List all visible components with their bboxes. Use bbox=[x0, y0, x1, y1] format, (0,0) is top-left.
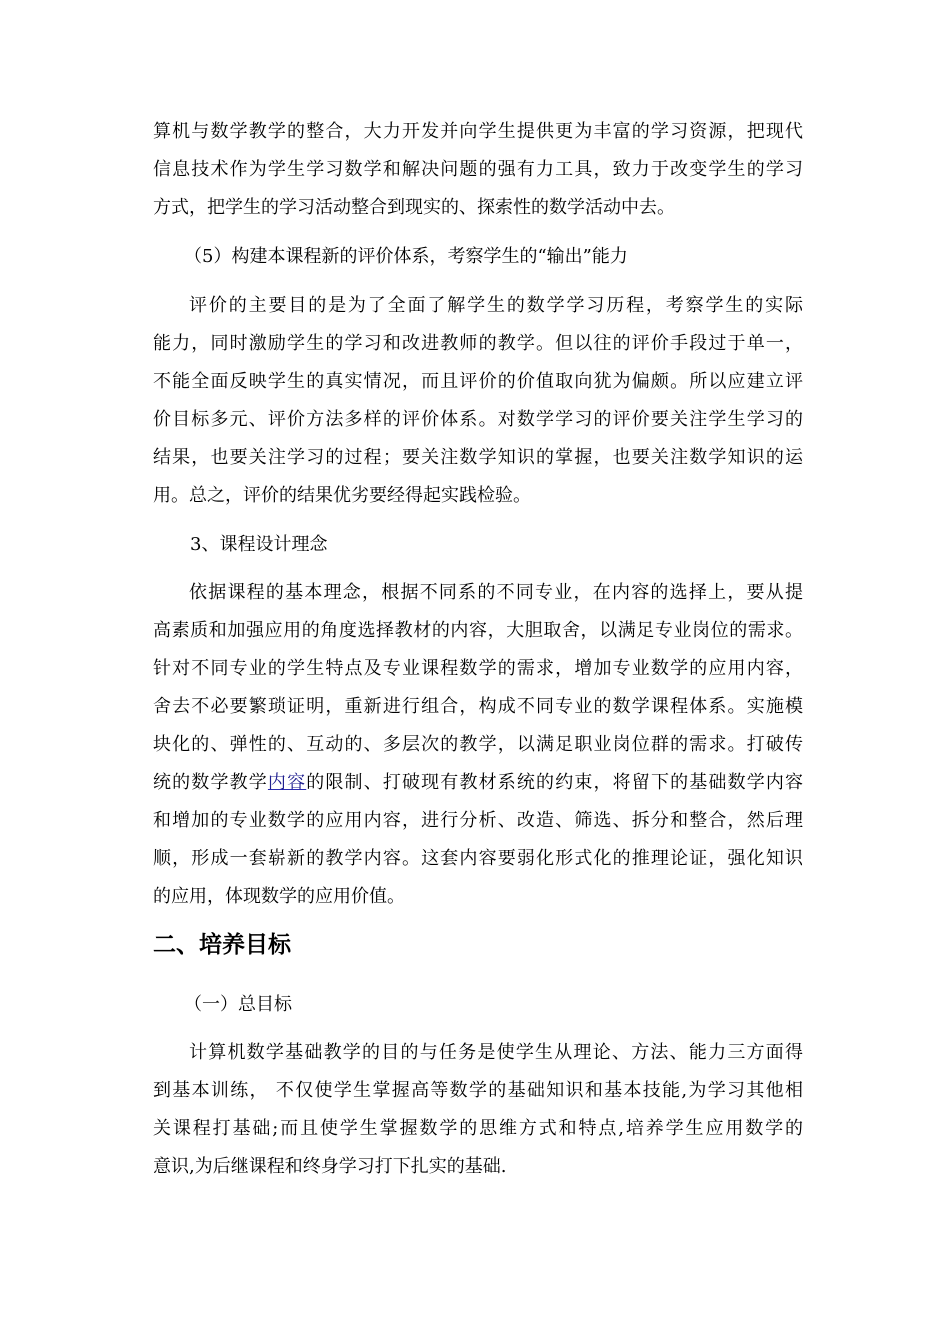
text-line: 顺，形成一套崭新的教学内容。这套内容要弱化形式化的推理论证，强化知识 bbox=[153, 848, 803, 869]
paragraph-course-design bbox=[153, 574, 803, 916]
subheading-evaluation-system: （5）构建本课程新的评价体系，考察学生的“输出”能力 bbox=[184, 246, 628, 267]
text-line: 依据课程的基本理念，根据不同系的不同专业，在内容的选择上，要从提 bbox=[189, 582, 803, 603]
text-line: 能力，同时激励学生的学习和改进教师的教学。但以往的评价手段过于单一， bbox=[153, 333, 803, 354]
text-line: 到基本训练， 不仅使学生掌握高等数学的基础知识和基本技能,为学习其他相 bbox=[153, 1080, 803, 1101]
paragraph-evaluation bbox=[153, 287, 803, 515]
text-line: 价目标多元、评价方法多样的评价体系。对数学学习的评价要关注学生学习的 bbox=[153, 409, 803, 430]
text-segment: 统的数学教学 bbox=[153, 772, 268, 793]
section-heading-training-goals: 二、培养目标 bbox=[153, 932, 291, 958]
text-line: 算机与数学教学的整合，大力开发并向学生提供更为丰富的学习资源，把现代 bbox=[153, 121, 803, 142]
text-line: 和增加的专业数学的应用内容，进行分析、改造、筛选、拆分和整合，然后理 bbox=[153, 810, 803, 831]
text-line: 的应用，体现数学的应用价值。 bbox=[153, 886, 405, 907]
text-line: 信息技术作为学生学习数学和解决问题的强有力工具，致力于改变学生的学习 bbox=[153, 159, 803, 180]
text-line-with-link bbox=[153, 764, 803, 802]
text-line: 块化的、弹性的、互动的、多层次的教学，以满足职业岗位群的需求。打破传 bbox=[153, 734, 803, 755]
subheading-course-design: 3、课程设计理念 bbox=[190, 534, 328, 555]
paragraph-computer-integration bbox=[153, 113, 803, 227]
text-line: 用。总之，评价的结果优劣要经得起实践检验。 bbox=[153, 485, 531, 506]
text-line: 关课程打基础;而且使学生掌握数学的思维方式和特点,培养学生应用数学的 bbox=[153, 1118, 803, 1139]
text-segment: 的限制、打破现有教材系统的约束，将留下的基础数学内容 bbox=[306, 772, 804, 793]
text-line: 方式，把学生的学习活动整合到现实的、探索性的数学活动中去。 bbox=[153, 197, 675, 218]
text-line: 高素质和加强应用的角度选择教材的内容，大胆取舍，以满足专业岗位的需求。 bbox=[153, 620, 803, 641]
content-link[interactable]: 内容 bbox=[267, 772, 307, 793]
text-line: 结果，也要关注学习的过程；要关注数学知识的掌握，也要关注数学知识的运 bbox=[153, 447, 803, 468]
text-line: 计算机数学基础教学的目的与任务是使学生从理论、方法、能力三方面得 bbox=[189, 1042, 803, 1063]
subheading-overall-goal: （一）总目标 bbox=[184, 994, 292, 1015]
text-line: 意识,为后继课程和终身学习打下扎实的基础. bbox=[153, 1156, 507, 1177]
text-line: 评价的主要目的是为了全面了解学生的数学学习历程，考察学生的实际 bbox=[189, 295, 803, 316]
paragraph-overall-goal bbox=[153, 1034, 803, 1186]
text-line: 不能全面反映学生的真实情况，而且评价的价值取向犹为偏颇。所以应建立评 bbox=[153, 371, 803, 392]
text-line: 针对不同专业的学生特点及专业课程数学的需求，增加专业数学的应用内容， bbox=[153, 658, 803, 679]
text-line: 舍去不必要繁琐证明，重新进行组合，构成不同专业的数学课程体系。实施模 bbox=[153, 696, 803, 717]
